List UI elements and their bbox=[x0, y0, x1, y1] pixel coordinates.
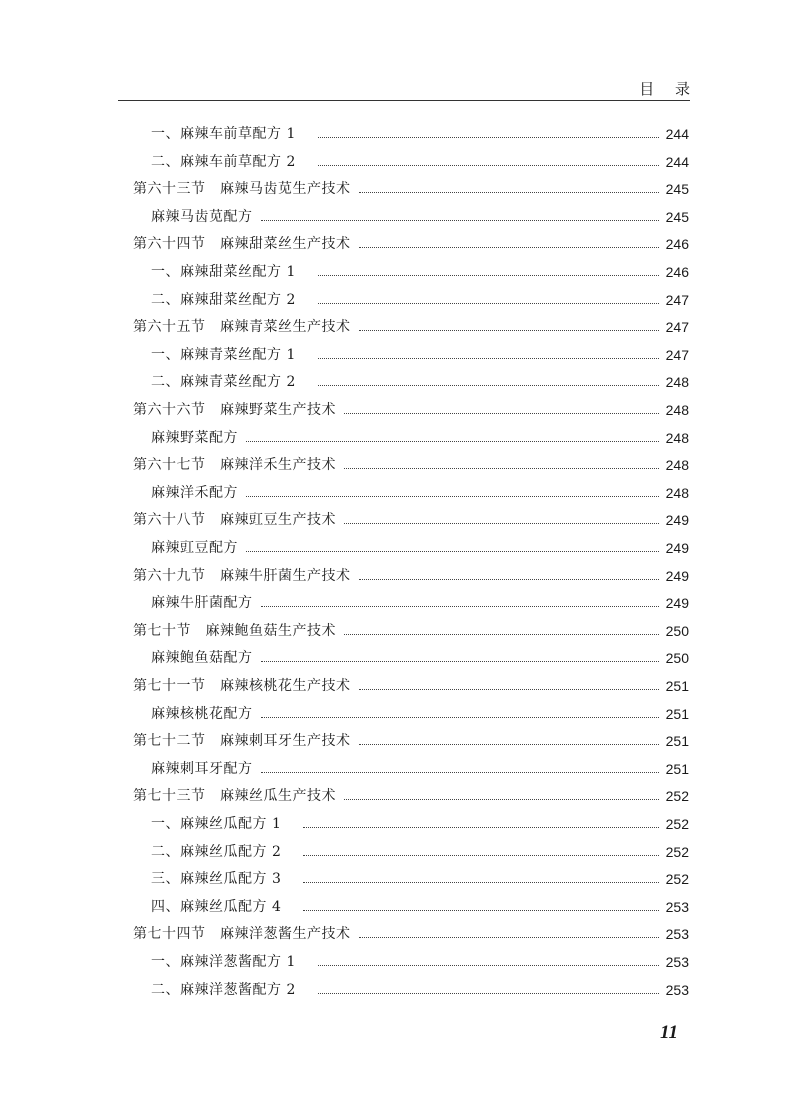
dot-leader bbox=[246, 550, 659, 552]
toc-entry-row bbox=[151, 344, 689, 366]
dot-leader bbox=[246, 440, 659, 442]
toc-entry-row bbox=[151, 261, 689, 283]
toc-section-row bbox=[133, 316, 689, 338]
toc-section-row bbox=[133, 730, 689, 752]
toc-entry-row bbox=[151, 537, 689, 559]
toc-page-number: 245 bbox=[665, 208, 689, 225]
toc-page-number: 249 bbox=[665, 540, 689, 556]
toc-page-number: 252 bbox=[665, 788, 689, 805]
toc-page-number: 252 bbox=[665, 871, 689, 888]
toc-label: 麻辣豇豆配方 bbox=[151, 540, 238, 556]
dot-leader bbox=[318, 384, 659, 386]
toc-label: 一、麻辣青菜丝配方 1 bbox=[151, 346, 296, 363]
toc-label: 麻辣鲍鱼菇配方 bbox=[151, 650, 253, 667]
dot-leader bbox=[344, 633, 659, 635]
toc-page-number: 251 bbox=[665, 760, 689, 777]
dot-leader bbox=[318, 274, 659, 276]
dot-leader bbox=[344, 412, 659, 414]
toc-page-number: 251 bbox=[665, 678, 689, 694]
dot-leader bbox=[246, 495, 659, 497]
dot-leader bbox=[318, 992, 659, 994]
toc-section-row bbox=[133, 178, 689, 200]
toc-entry-row bbox=[151, 151, 689, 173]
toc-label: 第七十节 麻辣鲍鱼菇生产技术 bbox=[133, 622, 336, 639]
toc-label: 三、麻辣丝瓜配方 3 bbox=[151, 871, 282, 888]
toc-page-number: 252 bbox=[665, 843, 689, 860]
toc-entry-row bbox=[151, 703, 689, 725]
toc-section-row bbox=[133, 923, 689, 945]
toc-label: 第七十二节 麻辣刺耳牙生产技术 bbox=[133, 733, 351, 750]
toc-section-row bbox=[133, 233, 689, 255]
toc-section-row bbox=[133, 620, 689, 642]
dot-leader bbox=[344, 467, 659, 469]
toc-page-number: 253 bbox=[665, 926, 689, 943]
toc-page-number: 244 bbox=[665, 153, 689, 170]
toc-section-row bbox=[133, 509, 689, 531]
toc-entry-row bbox=[151, 979, 689, 1001]
toc-page-number: 250 bbox=[665, 650, 689, 667]
toc-label: 一、麻辣丝瓜配方 1 bbox=[151, 816, 282, 832]
toc-page-number: 247 bbox=[665, 319, 689, 336]
dot-leader bbox=[359, 578, 660, 580]
dot-leader bbox=[261, 771, 660, 773]
dot-leader bbox=[261, 716, 660, 718]
toc-page-number: 253 bbox=[665, 954, 689, 970]
toc-label: 第六十七节 麻辣洋禾生产技术 bbox=[133, 457, 336, 474]
toc-label: 一、麻辣洋葱酱配方 1 bbox=[151, 954, 296, 970]
toc-label: 麻辣洋禾配方 bbox=[151, 484, 238, 501]
toc-label: 第七十三节 麻辣丝瓜生产技术 bbox=[133, 788, 336, 805]
toc-label: 麻辣核桃花配方 bbox=[151, 705, 253, 722]
toc-section-row bbox=[133, 399, 689, 421]
toc-page-number: 249 bbox=[665, 595, 689, 612]
dot-leader bbox=[318, 964, 659, 966]
toc-label: 第六十四节 麻辣甜菜丝生产技术 bbox=[133, 236, 351, 253]
dot-leader bbox=[303, 909, 659, 911]
toc-label: 麻辣马齿苋配方 bbox=[151, 208, 253, 225]
toc-entry-row bbox=[151, 592, 689, 614]
dot-leader bbox=[344, 798, 659, 800]
toc-entry-row bbox=[151, 868, 689, 890]
dot-leader bbox=[261, 660, 660, 662]
toc-label: 二、麻辣丝瓜配方 2 bbox=[151, 843, 282, 860]
toc-label: 二、麻辣青菜丝配方 2 bbox=[151, 374, 296, 391]
toc-label: 四、麻辣丝瓜配方 4 bbox=[151, 898, 282, 915]
toc-label: 一、麻辣甜菜丝配方 1 bbox=[151, 264, 296, 280]
dot-leader bbox=[303, 881, 659, 883]
toc-label: 二、麻辣甜菜丝配方 2 bbox=[151, 291, 296, 308]
toc-page-number: 249 bbox=[665, 567, 689, 584]
toc-page-number: 246 bbox=[665, 236, 689, 253]
toc-page-number: 252 bbox=[665, 816, 689, 832]
toc-entry-row bbox=[151, 758, 689, 780]
toc-page-number: 251 bbox=[665, 733, 689, 750]
toc-entry-row bbox=[151, 371, 689, 393]
dot-leader bbox=[261, 605, 660, 607]
toc-section-row bbox=[133, 785, 689, 807]
dot-leader bbox=[318, 136, 659, 138]
toc-page-number: 247 bbox=[665, 291, 689, 308]
toc-entry-row bbox=[151, 647, 689, 669]
toc-page-number: 249 bbox=[665, 512, 689, 529]
toc-page-number: 248 bbox=[665, 457, 689, 474]
toc-page-number: 248 bbox=[665, 484, 689, 501]
toc-page-number: 247 bbox=[665, 346, 689, 363]
toc-section-row bbox=[133, 565, 689, 587]
toc-label: 麻辣野菜配方 bbox=[151, 429, 238, 446]
toc-entry-row bbox=[151, 206, 689, 228]
dot-leader bbox=[318, 357, 659, 359]
dot-leader bbox=[359, 191, 660, 193]
toc-page-number: 246 bbox=[665, 264, 689, 280]
toc-label: 第六十五节 麻辣青菜丝生产技术 bbox=[133, 319, 351, 336]
toc-page-number: 253 bbox=[665, 898, 689, 915]
toc-label: 一、麻辣车前草配方 1 bbox=[151, 126, 296, 142]
toc-entry-row bbox=[151, 289, 689, 311]
dot-leader bbox=[318, 164, 659, 166]
toc-entry-row bbox=[151, 896, 689, 918]
toc-page-number: 251 bbox=[665, 705, 689, 722]
dot-leader bbox=[359, 246, 660, 248]
toc-label: 第七十四节 麻辣洋葱酱生产技术 bbox=[133, 926, 351, 943]
dot-leader bbox=[303, 826, 659, 828]
dot-leader bbox=[359, 743, 660, 745]
toc-page-number: 248 bbox=[665, 402, 689, 418]
toc-section-row bbox=[133, 454, 689, 476]
toc-entry-row bbox=[151, 427, 689, 449]
running-header bbox=[118, 78, 698, 101]
toc-label: 麻辣刺耳牙配方 bbox=[151, 760, 253, 777]
dot-leader bbox=[344, 522, 659, 524]
toc-entry-row bbox=[151, 123, 689, 145]
toc-entry-row bbox=[151, 951, 689, 973]
toc-page-number: 250 bbox=[665, 622, 689, 639]
dot-leader bbox=[303, 854, 659, 856]
dot-leader bbox=[359, 936, 660, 938]
toc-entry-row bbox=[151, 841, 689, 863]
toc-entry-row bbox=[151, 813, 689, 835]
toc-page-number: 248 bbox=[665, 374, 689, 391]
toc-label: 麻辣牛肝菌配方 bbox=[151, 595, 253, 612]
toc-label: 第六十九节 麻辣牛肝菌生产技术 bbox=[133, 567, 351, 584]
toc-label: 二、麻辣洋葱酱配方 2 bbox=[151, 981, 296, 998]
toc-label: 第六十八节 麻辣豇豆生产技术 bbox=[133, 512, 336, 529]
page-number: 11 bbox=[660, 1022, 678, 1043]
toc-label: 二、麻辣车前草配方 2 bbox=[151, 153, 296, 170]
toc-section-row bbox=[133, 675, 689, 697]
toc-page-number: 244 bbox=[665, 126, 689, 142]
toc-entry-row bbox=[151, 482, 689, 504]
toc-label: 第七十一节 麻辣核桃花生产技术 bbox=[133, 678, 351, 694]
toc-label: 第六十六节 麻辣野菜生产技术 bbox=[133, 402, 336, 418]
toc-page-number: 253 bbox=[665, 981, 689, 998]
dot-leader bbox=[261, 219, 660, 221]
toc-page-number: 248 bbox=[665, 429, 689, 446]
header-title: 目 录 bbox=[639, 80, 698, 98]
dot-leader bbox=[359, 688, 660, 690]
toc-label: 第六十三节 麻辣马齿苋生产技术 bbox=[133, 181, 351, 198]
dot-leader bbox=[359, 329, 660, 331]
toc-page-number: 245 bbox=[665, 181, 689, 198]
dot-leader bbox=[318, 302, 659, 304]
